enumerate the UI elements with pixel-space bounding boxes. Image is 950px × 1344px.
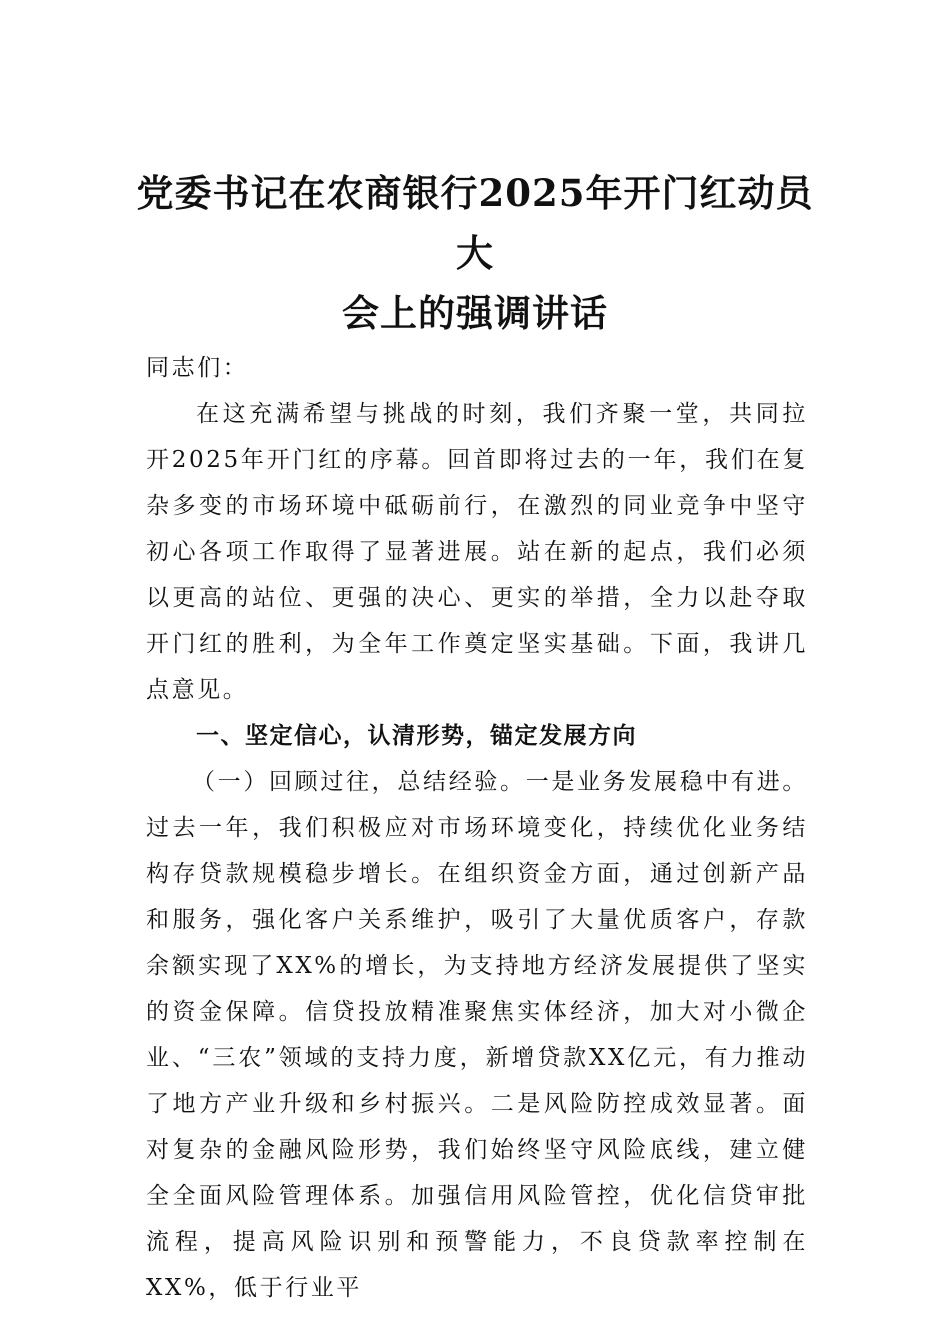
document-body: [146, 345, 808, 1311]
intro-paragraph: 在这充满希望与挑战的时刻，我们齐聚一堂，共同拉开2025年开门红的序幕。回首即将过去的一年，我们在复杂多变的市场环境中砥砺前行，在激烈的同业竞争中坚守初心各项工作取得了显著进展。站在新的起点，我们必须以更高的站位、更强的决心、更实的举措，全力以赴夺取开门红的胜利，为全年工作奠定坚实基础。下面，我讲几点意见。: [146, 401, 808, 703]
section-heading: 一、坚定信心，认清形势，锚定发展方向: [196, 723, 637, 749]
title-line-2: 会上的强调讲话: [342, 291, 608, 335]
title-line-1: 党委书记在农商银行2025年开门红动员大: [136, 171, 814, 275]
document-title: [120, 163, 830, 343]
salutation: 同志们：: [146, 355, 249, 381]
review-paragraph: （一）回顾过往，总结经验。一是业务发展稳中有进。过去一年，我们积极应对市场环境变化，持续优化业务结构存贷款规模稳步增长。在组织资金方面，通过创新产品和服务，强化客户关系维护，吸引了大量优质客户，存款余额实现了XX%的增长，为支持地方经济发展提供了坚实的资金保障。信贷投放精准聚焦实体经济，加大对小微企业、“三农”领域的支持力度，新增贷款XX亿元，有力推动了地方产业升级和乡村振兴。二是风险防控成效显著。面对复杂的金融风险形势，我们始终坚守风险底线，建立健全全面风险管理体系。加强信用风险管控，优化信贷审批流程，提高风险识别和预警能力，不良贷款率控制在XX%，低于行业平: [146, 769, 808, 1301]
